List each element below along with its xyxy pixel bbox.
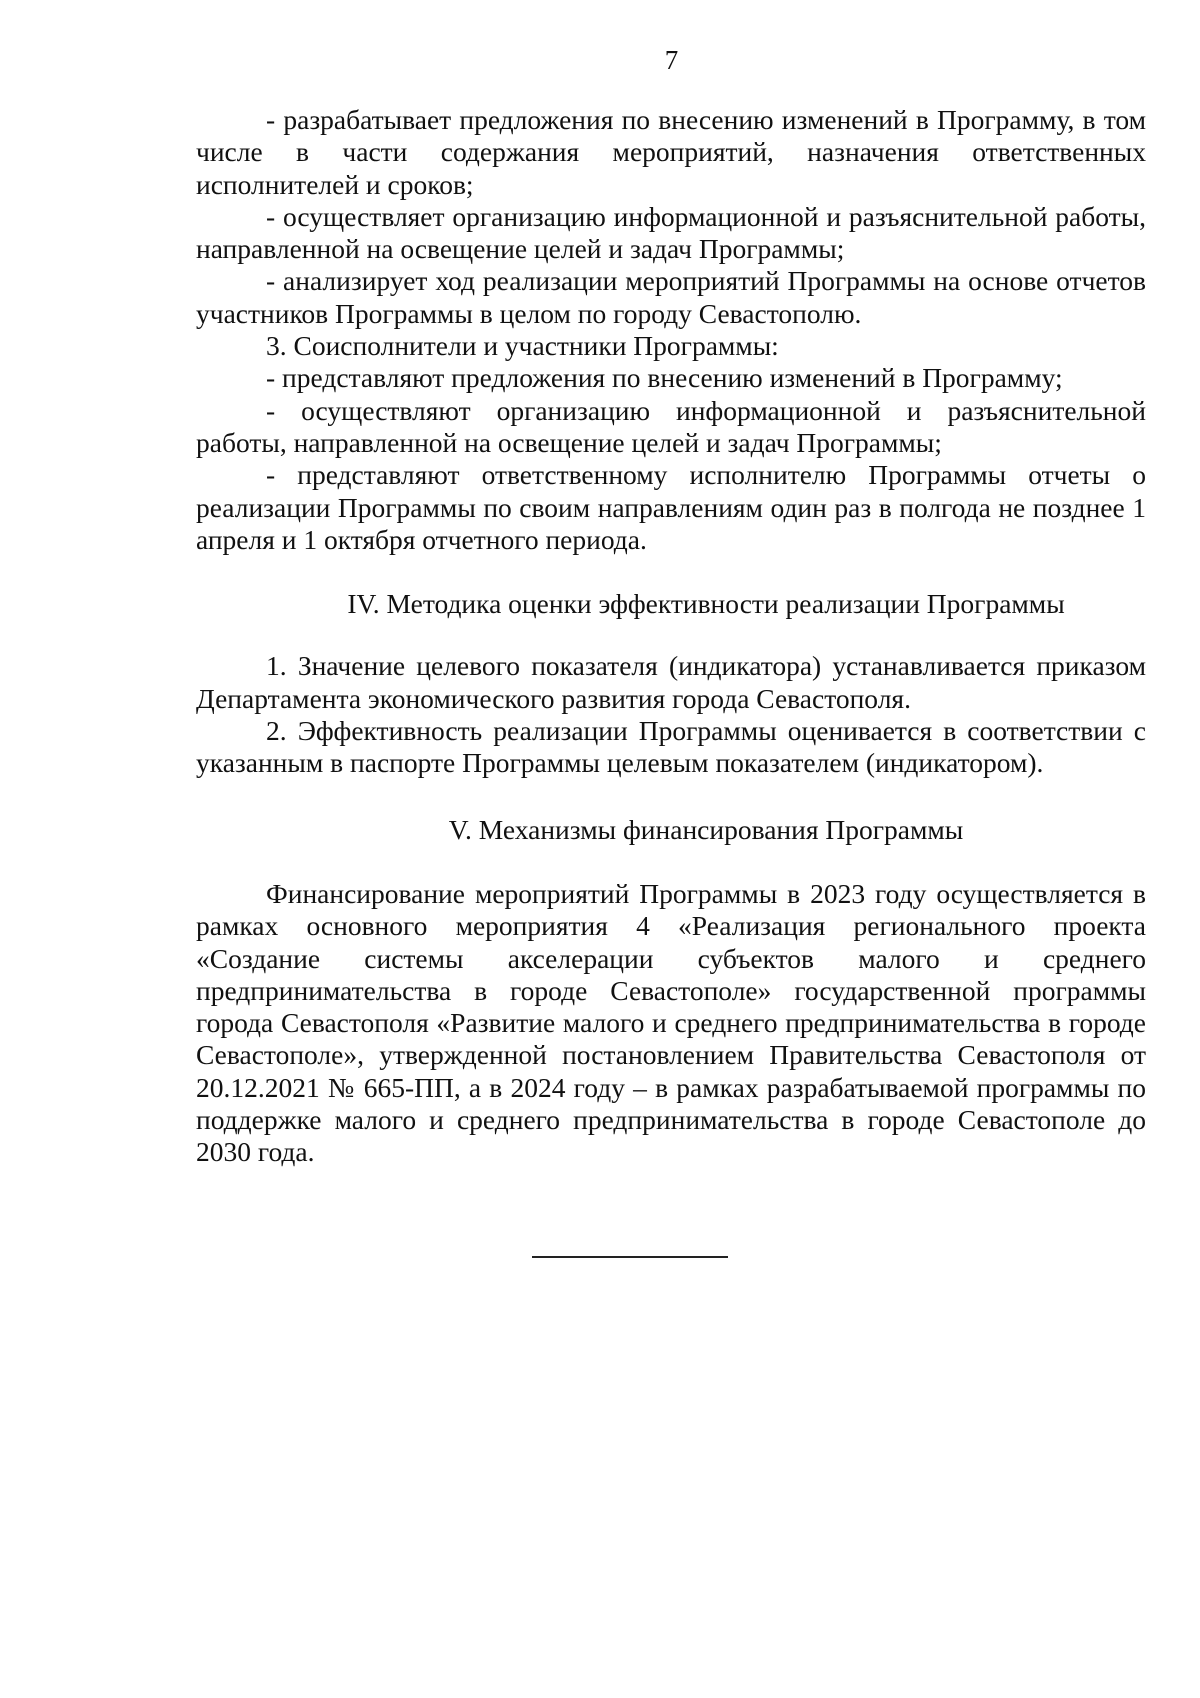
paragraph-information-work: - осуществляет организацию информационной и разъяснительной работы, направленной на освещение целей и задач Программы; xyxy=(196,200,1146,265)
end-of-text-rule xyxy=(532,1256,728,1258)
spacer xyxy=(196,846,1146,878)
paragraph-coexecutors-information: - осуществляют организацию информационной и разъяснительной работы, направленной на освещение целей и задач Программы; xyxy=(196,394,1146,458)
document-body xyxy=(196,104,1146,1169)
spacer xyxy=(196,556,1146,588)
paragraph-target-indicator: 1. Значение целевого показателя (индикатора) устанавливается приказом Департамента экономического развития города Севастополя. xyxy=(196,650,1146,714)
section-heading-iv: IV. Методика оценки эффективности реализации Программы xyxy=(347,588,1065,620)
paragraph-proposals: - разрабатывает предложения по внесению изменений в Программу, в том числе в части содержания мероприятий, назначения ответственных исполнителей и сроков; xyxy=(196,104,1146,200)
page-number: 7 xyxy=(664,45,679,75)
section-heading-v: V. Механизмы финансирования Программы xyxy=(448,813,964,845)
paragraph-reports: - представляют ответственному исполнителю Программы отчеты о реализации Программы по своим направлениям один раз в полгода не позднее 1 апреля и 1 октября отчетного периода. xyxy=(196,459,1146,555)
paragraph-coexecutors-proposals: - представляют предложения по внесению изменений в Программу; xyxy=(266,362,1063,394)
paragraph-coexecutors-intro: 3. Соисполнители и участники Программы: xyxy=(266,330,779,362)
paragraph-analysis: - анализирует ход реализации мероприятий Программы на основе отчетов участников Программы в целом по городу Севастополю. xyxy=(196,265,1146,329)
paragraph-efficiency: 2. Эффективность реализации Программы оценивается в соответствии с указанным в паспорте Программы целевым показателем (индикатором). xyxy=(196,715,1146,779)
spacer xyxy=(196,780,1146,814)
spacer xyxy=(196,620,1146,650)
paragraph-financing: Финансирование мероприятий Программы в 2023 году осуществляется в рамках основного мероприятия 4 «Реализация регионального проекта «Создание системы акселерации субъектов малого и среднего предпринимательства в городе Севастополе» государственной программы города Севастополя «Развитие малого и среднего предпринимательства в городе Севастополе», утвержденной постановлением Правительства Севастополя от 20.12.2021 № 665-ПП, а в 2024 году – в рамках разрабатываемой программы по поддержке малого и среднего предпринимательства в городе Севастополе до 2030 года. xyxy=(196,877,1146,1168)
